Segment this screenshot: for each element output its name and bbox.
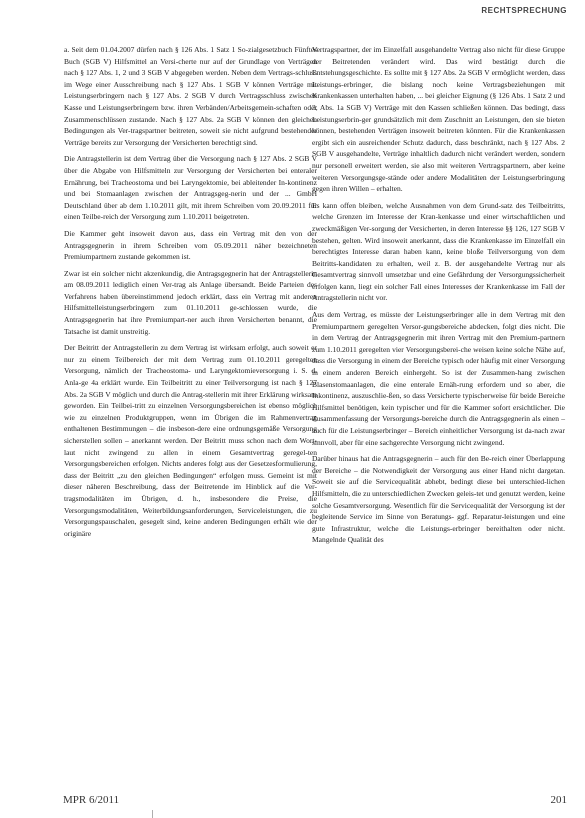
paragraph: Die Kammer geht insoweit davon aus, dass ein Vertrag mit den von der Antragsgegnerin in ihrem Schreiben vom 05.09.2011 näher bezeichneten Premiumpartnern zustande gekommen ist.: [64, 228, 317, 262]
right-column: [312, 44, 565, 551]
paragraph: Vertragspartner, der im Einzelfall ausgehandelte Vertrag also nicht für diese Gruppe der Beitretenden verändert wird. Das wird bestätigt durch die Entstehungsgeschichte. Es sollte mit § 127 Abs. 2a SGB V ermöglicht werden, dass Leistungs-erbringer, die bislang noch keine Vertragsbeziehungen mit Krankenkassen unterhalten haben, ... bei gleicher Eignung (§ 126 Abs. 1 Satz 2 und 3, Abs. 1a SGB V) Verträge mit den Kassen schließen können. Das bedingt, dass Leistungserbrin-ger grundsätzlich mit dem Zuschnitt an Leistungen, den sie bieten können, bestehenden Verträgen insoweit beitreten könnten. Für die Krankenkassen ergibt sich ein ausreichender Schutz dadurch, dass beschränkt, nach § 127 Abs. 2 SGB V ausgehandelte, Verträge inhaltlich dadurch nicht verändert werden, sondern nur personell erweitert werden, sie also mit weiteren Vertragspartnern, aber keine weiteren Versorgungsge-stände oder andere Modalitäten der Leistungserbringung gegen ihren Willen – erhalten.: [312, 45, 565, 194]
journal-footer: MPR 6/2011: [63, 794, 120, 806]
paragraph: a. Seit dem 01.04.2007 dürfen nach § 126 Abs. 1 Satz 1 So-zialgesetzbuch Fünftes Buch (SGB V) Hilfsmittel an Versi-cherte nur auf der Grundlage von Verträgen nach § 127 Abs. 1, 2 und 3 SGB V abgegeben werden. Neben dem Vertrags-schluss im Wege einer Ausschreibung nach § 127 Abs. 1 SGB V können Verträge mit Leistungserbringern nach § 127 Abs. 2 SGB V durch Vertragsschluss zwischen Kasse und Leistungserbringern bzw. ihren Verbänden/Arbeitsgemein-schaften oder Zusammenschlüssen zustande. Nach § 127 Abs. 2a SGB V können den gleichen Bedingungen als Ver-tragspartner beitreten, soweit sie nicht aufgrund bestehender Verträge bereits zur Versorgung der Versicherten berechtigt sind.: [64, 45, 317, 147]
paragraph: Zwar ist ein solcher nicht akzenkundig, die Antragsgegnerin hat der Antragstellerin am 08.09.2011 lediglich einen Ver-trag als Anlage übersandt. Beide Parteien des Verfahrens haben übereinstimmend jedoch erklärt, dass ein Vertrag mit anderen Hilfsmittelleistungserbringern zum 01.10.2011 ge-schlossen wurde, die Antragsgegnerin hat ihre Premiumpart-ner auch ihren Versicherten benannt, die Tatsache ist damit unstreitig.: [64, 268, 317, 336]
paragraph: Der Beitritt der Antragstellerin zu dem Vertrag ist wirksam erfolgt, auch soweit er nur zu einem Teilbereich der mit dem Vertrag zum 01.10.2011 geregelten Versorgung, nämlich der Tracheostoma- und Laryngektomieversorgung i. S. d. Anla-ge 4a erklärt wurde. Ein Teilbeitritt zu einer Teilversorgung ist nach § 127 Abs. 2a SGB V möglich und durch die Antrag-stellerin mit ihrer Erklärung wirksam geworden. Ein Teilbei-tritt zu einzelnen Versorgungsbereichen ist ebenso möglich wie zu einzelnen Produktgruppen, wenn im Übrigen die im Rahmenvertrag enthaltenen Bestimmungen – die insbeson-dere eine ordnungsgemäße Versorgung sicherstellen sollen – anerkannt werden. Der Beitritt muss schon nach dem Wort-laut nicht zwingend zu allen in einem Gesamtvertrag geregel-ten Versorgungsbereichen erfolgen. Nichts anderes folgt aus der Gesetzesformulierung, dass der Beitritt „zu den gleichen Bedingungen“ erfolgen muss. Gemeint ist mit dieser näheren Beschreibung, dass der Beitretende im Hinblick auf die Ver-tragsmodalitäten im Übrigen, d. h., insbesondere die Preise, die Versorgungsmodalitäten, Weiterbildungsanforderungen, Serviceleistungen, die zu Versorgungspauschalen, gesegelt sind, keine anderen Bedingungen erhält wie der originäre: [64, 343, 317, 538]
left-column: [64, 44, 317, 544]
paragraph: Darüber hinaus hat die Antragsgegnerin – auch für den Be-reich einer Überlappung der Bereiche – die Notwendigkeit der Versorgung aus einer Hand nicht dargetan. Soweit sie auf die Servicequalität abhebt, bedingt diese bei unterschied-lichen Hilfsmitteln, die zu unterschiedlichen Zwecken geleis-tet und genutzt werden, keine solche Gesamtversorgung. Wesentlich für die Servicequalität der Versorgung ist der begleitende Service im Sinne von Beratungs- ggf. Reparatur-leistungen und eine gute Infrastruktur, welche die Leistungs-erbringer bereithalten oder nicht. Mangelnde Qualität des: [312, 454, 565, 545]
crop-mark: |: [152, 809, 154, 818]
paragraph: Aus dem Vertrag, es müsste der Leistungserbringer alle in dem Vertrag mit den Premiumpartnern geregelten Versor-gungsbereiche abdecken, folgt dies nicht. Die in dem Vertrag der Antragsgegnerin mit ihren Vertrag mit den Premium-partnern zum 1.10.2011 geregelten vier Versorgungsberei-che weisen keine solche Nähe auf, dass die Versorgung in einem der Bereiche typisch oder häufig mit einer Versorgung in einem anderen Bereich einhergeht. So ist der Zusammen-hang zwischen Blasenstomaanlagen, die eine enterale Ernäh-rung erfordern und so aber, die Inkontinenz, auszuschlie-ßen, so dass Versicherte typischerweise für beide Bereiche Hilfsmittel benötigen, kein typischer und für die Kammer sofort ersichtlicher. Die Zusammenfassung der Versorgungs-bereiche durch die Antragsgegnerin als einen – auch für die Leistungserbringer – Bereich einheitlicher Versorgung ist da-nach zwar sinnvoll, aber für eine sachgerechte Versorgung nicht zwingend.: [312, 310, 565, 447]
paragraph: Die Antragstellerin ist dem Vertrag über die Versorgung nach § 127 Abs. 2 SGB V über die Abgabe von Hilfsmitteln zur Versorgung der Versicherten bei enteraler Ernährung, bei Tracheostoma und bei Laryngektomie, bei ableitender In-kontinenz und bei Stomaanlagen zwischen der Antragsgeg-nerin und der ... GmbH Deutschland über ab dem 1.10.2011 gilt, mit ihrem Schreiben vom 20.09.2011 für einen Teilbe-reich der Versorgung zum 1.10.2011 beigetreten.: [64, 154, 317, 222]
page-number: 201: [550, 794, 567, 806]
section-header: RECHTSPRECHUNG: [481, 6, 567, 15]
paragraph: Es kann offen bleiben, welche Ausnahmen von dem Grund-satz des Teilbeitritts, welche Grenzen im Interesse der Kran-kenkasse und einer wirtschaftlichen und zweckmäßigen Ver-sorgung der Versicherten, in deren Interesse §§ 126, 127 SGB V bestehen, gelten. Wird insoweit anerkannt, dass die Krankenkasse im Einzelfall ein berechtigtes Interesse daran haben kann, keine bloße Teilversorgung von dem Beitritts-kandidaten zu erhalten, weil z. B. der ausgehandelte Vertrag nur als Gesamtvertrag sinnvoll umsetzbar und eine Gefährdung der Versorgungssicherheit erfolgen kann, liegt ein solcher Fall eines Interesses der Krankenkasse im Fall der Antragstellerin nicht vor.: [312, 200, 565, 303]
